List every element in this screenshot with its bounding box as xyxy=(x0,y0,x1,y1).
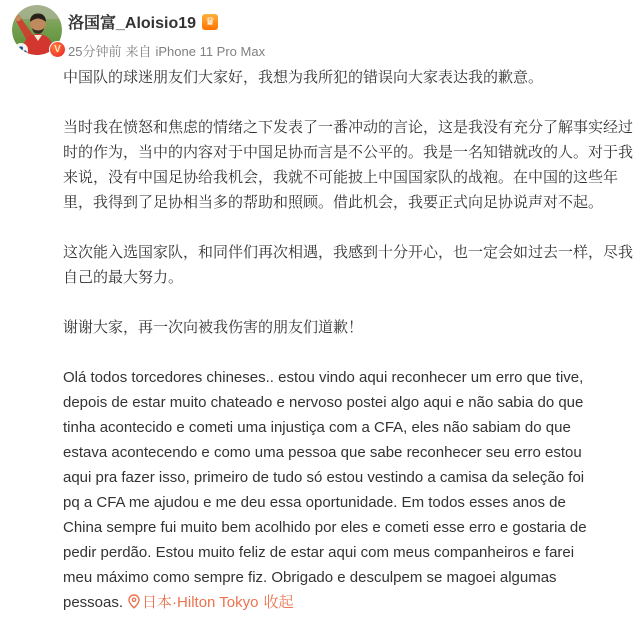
text-line: estava acontecendo e como uma pessoa que sabe reconhecer seu erro estou xyxy=(63,444,582,461)
paragraph-cn-2 xyxy=(63,115,635,215)
text-line: tinha acontecido e cometi uma injustiça com a CFA, eles não sabiam do que xyxy=(63,419,571,436)
collapse-link[interactable]: 收起 xyxy=(263,594,294,611)
location-pin-icon xyxy=(128,594,140,609)
text-line: 这次能入选国家队，和同伴们再次相遇，我感到十分开心，也一定会如过去一样，尽我 xyxy=(63,244,634,261)
timestamp-link[interactable]: 25分钟前 xyxy=(68,44,122,59)
paragraph-pt xyxy=(63,365,635,615)
avatar[interactable] xyxy=(12,5,62,55)
text-line: meu máximo como sempre fiz. Obrigado e desculpem se magoei algumas xyxy=(63,569,557,586)
text-line: 谢谢大家，再一次向被我伤害的朋友们道歉！ xyxy=(63,319,364,336)
text-line: 当时我在愤怒和焦虑的情绪之下发表了一番冲动的言论，这是我没有充分了解事实经过 xyxy=(63,119,634,136)
source-label: 来自 xyxy=(125,44,152,59)
text-line: 来说，没有中国足协给我机会，我就不可能披上中国国家队的战袍。在中国的这些年 xyxy=(63,169,619,186)
source-link[interactable]: iPhone 11 Pro Max xyxy=(155,44,266,59)
text-line: 时的作为，当中的内容对于中国足协而言是不公平的。我是一名知错就改的人。对于我 xyxy=(63,144,634,161)
closing-word: pessoas. xyxy=(63,594,124,611)
text-line: Olá todos torcedores chineses.. estou vindo aqui reconhecer um erro que tive, xyxy=(63,369,584,386)
text-line: 中国队的球迷朋友们大家好，我想为我所犯的错误向大家表达我的歉意。 xyxy=(63,69,544,86)
post-header xyxy=(68,10,265,60)
text-line: pedir perdão. Estou muito feliz de estar aqui com meus companheiros e farei xyxy=(63,544,575,561)
text-line: 自己的最大努力。 xyxy=(63,269,184,286)
text-line: 里，我得到了足协相当多的帮助和照顾。借此机会，我要正式向足协说声对不起。 xyxy=(63,194,604,211)
username-link[interactable]: 洛国富_Aloisio19 xyxy=(68,15,197,32)
paragraph-cn-1 xyxy=(63,65,635,90)
text-line: depois de estar muito chateado e nervoso postei algo aqui e não sabia do que xyxy=(63,394,584,411)
text-line: China sempre fui muito bem acolhido por eles e cometi esse erro e gostaria de xyxy=(63,519,587,536)
text-line-last xyxy=(63,590,635,615)
verified-icon: V xyxy=(49,41,66,58)
paragraph-cn-3 xyxy=(63,240,635,290)
post-meta xyxy=(68,41,265,60)
post-content xyxy=(63,65,635,618)
paragraph-cn-4 xyxy=(63,315,635,340)
location-link[interactable]: 日本·Hilton Tokyo xyxy=(123,594,258,611)
text-line: aqui pra fazer isso, primeiro de tudo só estou vestindo a camisa da seleção foi xyxy=(63,469,585,486)
text-line: pq a CFA me ajudou e me deu essa oportunidade. Em todos esses anos de xyxy=(63,494,566,511)
vip-crown-icon[interactable]: ♛ xyxy=(202,14,218,30)
